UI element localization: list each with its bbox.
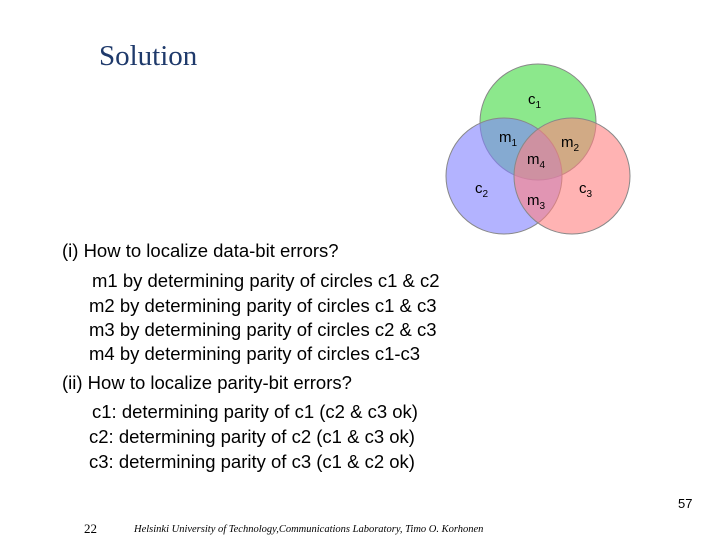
label-c1: $c_1$ xyxy=(528,91,542,111)
label-m2: $m_2$ xyxy=(561,134,580,154)
footer-slide-number: 22 xyxy=(84,521,97,536)
list-item: m4 by determining parity of circles c1-c3 xyxy=(89,343,421,364)
list-item: m3 by determining parity of circles c2 & c3 xyxy=(89,319,437,340)
label-m4: $m_4$ xyxy=(527,151,546,171)
list-item: c3: determining parity of c3 (c1 & c2 ok) xyxy=(89,451,415,472)
label-c2: $c_2$ xyxy=(475,180,489,200)
slide-title: Solution xyxy=(99,40,198,72)
list-item: m2 by determining parity of circles c1 & c3 xyxy=(89,295,437,316)
question-data-bit-errors: (i) How to localize data-bit errors? xyxy=(62,240,339,261)
venn-diagram xyxy=(440,56,640,238)
question-parity-bit-errors: (ii) How to localize parity-bit errors? xyxy=(62,372,352,393)
label-m1: $m_1$ xyxy=(499,129,518,149)
label-m3: $m_3$ xyxy=(527,192,546,212)
list-item: m1 by determining parity of circles c1 & c2 xyxy=(92,270,440,291)
page-number: 57 xyxy=(678,496,693,511)
label-c3: $c_3$ xyxy=(579,180,593,200)
list-item: c2: determining parity of c2 (c1 & c3 ok) xyxy=(89,426,415,447)
list-item: c1: determining parity of c1 (c2 & c3 ok) xyxy=(92,401,418,422)
footer-affiliation: Helsinki University of Technology,Communications Laboratory, Timo O. Korhonen xyxy=(134,524,484,535)
